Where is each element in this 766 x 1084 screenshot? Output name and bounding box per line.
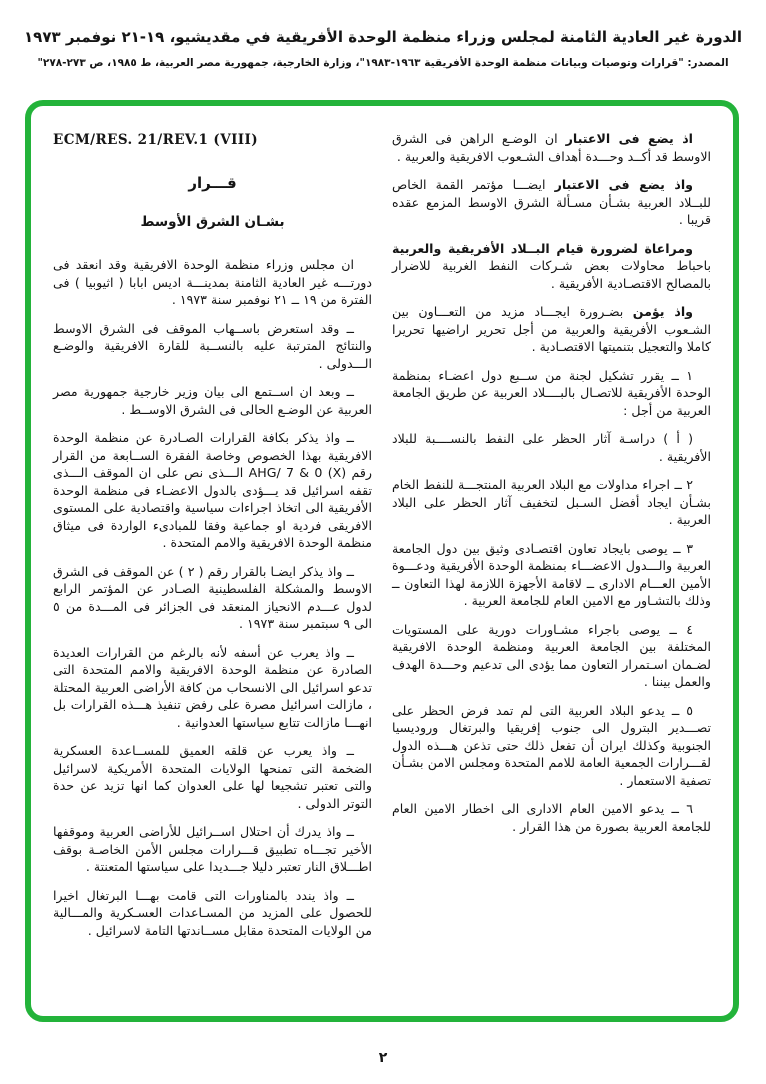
paragraph: واذ يضع فى الاعتبار ايضـــا مؤتمر القمة الخاص للبــلاد العربية بشـأن مسـألة الشرق الاوسط المزمع عقده قريبا . (392, 177, 711, 227)
header-title: الدورة غير العادية الثامنة لمجلس وزراء منظمة الوحدة الأفريقية في مقديشيو، ١٩-٢١ نوفمبر ١٩٧٣ (24, 28, 742, 46)
paragraph: ــ واذ يذكر ايضـا بالقرار رقم ( ٢ ) عن الموقف فى الشرق الاوسط والمشكلة الفلسطينية الصـادر عن المؤتمر الرابع لدول عـــدم الانحياز المنعقد فى الجزائر فى المـــدة من ٥ الى ٩ سبتمبر سنة ١٩٧٣ . (53, 563, 372, 631)
paragraph: ــ وبعد ان اســتمع الى بيان وزير خارجية جمهورية مصر العربية عن الوضـع الحالى فى الشرق الاوســط . (53, 384, 372, 417)
column-right (392, 130, 711, 1006)
paragraph: ــ واذ يعرب عن قلقه العميق للمســاعدة العسكرية الضخمة التى تمنحها الولايات المتحدة الأمريكية لاسرائيل والتى تعتبر تشجيعا لها على العدوان كما انها تزيد عن حدة التوتر الدولى . (53, 743, 372, 811)
paragraph: ومراعاة لضرورة قيام البــلاد الأفريقية والعربية باحباط محاولات بعض شـركات النفط الغربية للاضرار بالمصالح الاقتصـادية الأفريقية . (392, 240, 711, 291)
paragraph: ــ واذ يدرك أن احتلال اســرائيل للأراضى العربية وموقفها الأخير تجـــاه تطبيق قـــرارات مجلس الأمن الخاصـة بوقف اطـــلاق النار تعتبر دليلا جـــديدا على سياستها المتعنتة . (53, 824, 372, 874)
paragraph: ــ واذ يعرب عن أسفه لأنه بالرغم من القرارات العديدة الصادرة عن منظمة الوحدة الافريقية والامم المتحدة التى تدعو اسرائيل الى الانسحاب من كافة الأراضى العربية المحتلة ، مازالت اسرائيل مصرة على رفض تنفيذ هـــذه القرارات بل انهـــا مازالت تتابع سياستها العدوانية . (53, 644, 372, 730)
paragraph: ٣ ــ يوصى بايجاد تعاون اقتصـادى وثيق بين دول الجامعة العربية والـــدول الاعضـــاء بمنظمة الوحدة الأفريقية ودعـــوة الأمين العـــام الادارى ــ لاقامة الأجهزة اللازمة لهذا التعاون ــ وذلك بالتشـاور مع الامين العام للجامعة العربية . (392, 540, 711, 608)
header-source: المصدر: "قرارات وتوصيات وبيانات منظمة الوحدة الأفريقية ١٩٦٣-١٩٨٣"، وزارة الخارجية، جمهورية مصر العربية، ط ١٩٨٥، ص ٢٧٣-٢٧٨" (37, 57, 729, 69)
paragraph: ٦ ــ يدعو الامين العام الادارى الى اخطار الامين العام للجامعة العربية بصورة من هذا القرار . (392, 801, 711, 834)
paragraph: ١ ــ يقرر تشكيل لجنة من ســبع دول اعضـاء بمنظمة الوحدة الأفريقية للاتصـال بالبــــلاد العربية عن طريق الجامعة العربية من أجل : (392, 367, 711, 418)
paragraph: ــ وقد استعرض باســهاب الموقف فى الشرق الاوسط والنتائج المترتبة عليه بالنســبة للقارة الافريقية والوضـع الـــدولى . (53, 320, 372, 371)
paragraph: ٤ ــ يوصى باجراء مشـاورات دورية على المستويات المختلفة بين الجامعة العربية ومنظمة الوحدة الافريقية لضـمان اسـتمرار التعاون مما يؤدى الى تدعيم وحـــدة الهدف والعمل بيننا . (392, 621, 711, 689)
paragraph: ٢ ــ اجراء مداولات مع البلاد العربية المنتجـــة للنفط الخام بشـأن ايجاد أفضل السـبل لتخفيف آثار الحظر على البلاد العربية . (392, 477, 711, 527)
paragraph: ــ واذ يذكر بكافة القرارات الصـادرة عن منظمة الوحدة الافريقية بهذا الخصوص وخاصة الفقرة الســابعة من القرار رقم AHG/ 7 & 0 (X) الـــذى نص على ان الموقف الـــذى تقفه اسرائيل قد يـــؤدى بالدول الاعضـاء فى منظمة الوحدة الأفريقية الى اتخاذ اجراءات سياسية واقتصادية على المستوى الافريقى فردية او جماعية وفقا للمبادىء الواردة فى ميثاق منظمة الوحدة الافريقية والامم المتحدة . (53, 430, 372, 550)
document-columns (31, 106, 733, 1016)
page-header (0, 28, 766, 69)
paragraph: اذ يضع فى الاعتبار ان الوضـع الراهن فى الشرق الاوسط قد أكــد وحـــدة أهداف الشـعوب الافريقية والعربية . (392, 131, 711, 164)
paragraph: واذ يؤمن بضـرورة ايجـــاد مزيد من التعـــاون بين الشـعوب الأفريقية والعربية من أجل تحرير اراضيها تحريرا كاملا والتعجيل بتنميتها الاقتصـادية . (392, 304, 711, 354)
document-frame (25, 100, 739, 1022)
paragraph: ( أ ) دراسـة آثار الحظر على النفط بالنســــبة للبلاد الأفريقية . (392, 431, 711, 464)
page-number: ٢ (378, 1050, 388, 1066)
paragraph: ــ واذ يندد بالمناورات التى قامت بهـــا البرتغال اخيرا للحصول على المزيد من المسـاعدات العسـكرية والمـــالية من الولايات المتحدة مقابل مســاندتها التامة لاسرائيل . (53, 887, 372, 938)
paragraph: ٥ ــ يدعو البلاد العربية التى لم تمد فرض الحظر على تصـــدير البترول الى جنوب إفريقيا والبرتغال وروديسيا الجنوبية وكذلك ايران أن تفعل ذلك حتى تذعن هـــذه الدول لقـــرارات الجمعية العامة للامم المتحدة ومجلس الامن بشـأن تصفية الاستعمار . (392, 702, 711, 788)
column-left (53, 130, 372, 1006)
resolution-reference: ECM/RES. 21/REV.1 (VIII) (53, 132, 259, 148)
paragraph: ان مجلس وزراء منظمة الوحدة الافريقية وقد انعقد فى دورتـــه غير العادية الثامنة بمدينـــة اديس ابابا ( اثيوبيا ) فى الفترة من ١٩ ــ ٢١ نوفمبر سنة ١٩٧٣ . (53, 257, 372, 307)
resolution-title: قـــرار (188, 174, 237, 192)
resolution-subtitle: بشـان الشرق الأوسط (140, 214, 285, 230)
